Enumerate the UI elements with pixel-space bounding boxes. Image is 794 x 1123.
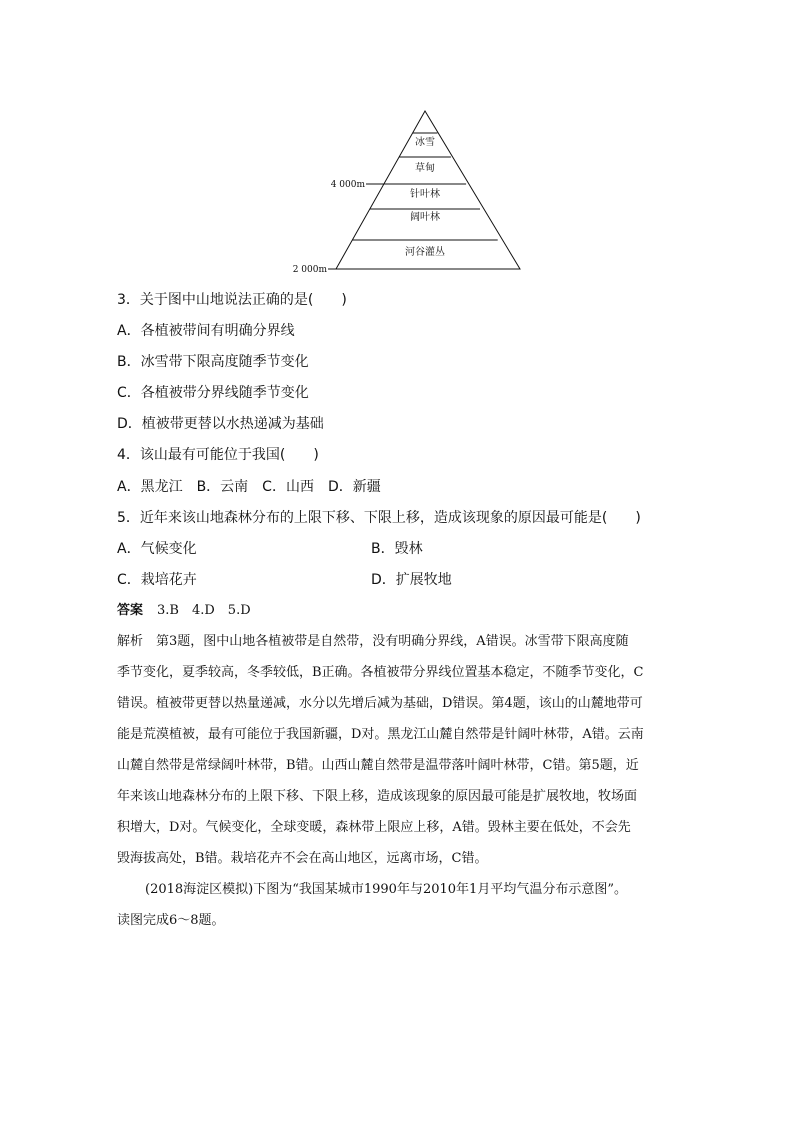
alt-low-label: 2 000m [292,265,327,275]
q5-option-c: C．栽培花卉 [117,572,197,588]
q5-option-a: A．气候变化 [117,541,197,557]
alt-high-label: 4 000m [330,180,365,190]
q5-option-b: B．毁林 [371,541,423,557]
answer-label: 答案 [117,603,144,618]
explanation-line: 解析 第3题，图中山地各植被带是自然带，没有明确分界线，A错误。冰雪带下限高度随 [117,634,629,649]
next-intro-line2: 读图完成6～8题。 [117,913,225,928]
zone-label-broadleaf: 阔叶林 [410,212,440,223]
zone-label-meadow: 草甸 [415,163,435,174]
explanation-line: 毁海拔高处，B错。栽培花卉不会在高山地区，远离市场，C错。 [117,851,488,866]
q4-stem: 4．该山最有可能位于我国( ) [117,447,319,463]
q5-stem: 5．近年来该山地森林分布的上限下移、下限上移，造成该现象的原因最可能是( ) [117,510,641,526]
explanation-line: 季节变化，夏季较高，冬季较低，B正确。各植被带分界线位置基本稳定，不随季节变化，C [117,665,644,680]
q3-stem: 3．关于图中山地说法正确的是( ) [117,292,347,308]
q3-option-d: D．植被带更替以水热递减为基础 [117,416,324,432]
q4-options: A．黑龙江 B．云南 C．山西 D．新疆 [117,479,381,495]
answer-text: 3.B 4.D 5.D [157,603,251,618]
explanation-line: 错误。植被带更替以热量递减，水分以先增后减为基础，D错误。第4题，该山的山麓地带可 [117,696,643,711]
zone-label-snow: 冰雪 [415,137,435,148]
q3-option-c: C．各植被带分界线随季节变化 [117,385,309,401]
answer-line [117,601,251,621]
q5-option-d: D．扩展牧地 [371,572,452,588]
q3-option-b: B．冰雪带下限高度随季节变化 [117,354,309,370]
zone-label-coniferous: 针叶林 [410,189,440,200]
next-intro-line1: (2018海淀区模拟)下图为“我国某城市1990年与2010年1月平均气温分布示意图”。 [145,882,627,897]
explanation-line: 山麓自然带是常绿阔叶林带，B错。山西山麓自然带是温带落叶阔叶林带，C错。第5题，近 [117,758,639,773]
zone-label-valley-shrub: 河谷灌丛 [405,247,445,258]
explanation-line: 年来该山地森林分布的上限下移、下限上移，造成该现象的原因最可能是扩展牧地，牧场面 [117,789,638,804]
vegetation-zone-pyramid [290,105,530,277]
explanation-line: 能是荒漠植被，最有可能位于我国新疆，D对。黑龙江山麓自然带是针阔叶林带，A错。云南 [117,727,644,742]
explanation-line: 积增大，D对。气候变化，全球变暖，森林带上限应上移，A错。毁林主要在低处，不会先 [117,820,631,835]
q3-option-a: A．各植被带间有明确分界线 [117,323,295,339]
